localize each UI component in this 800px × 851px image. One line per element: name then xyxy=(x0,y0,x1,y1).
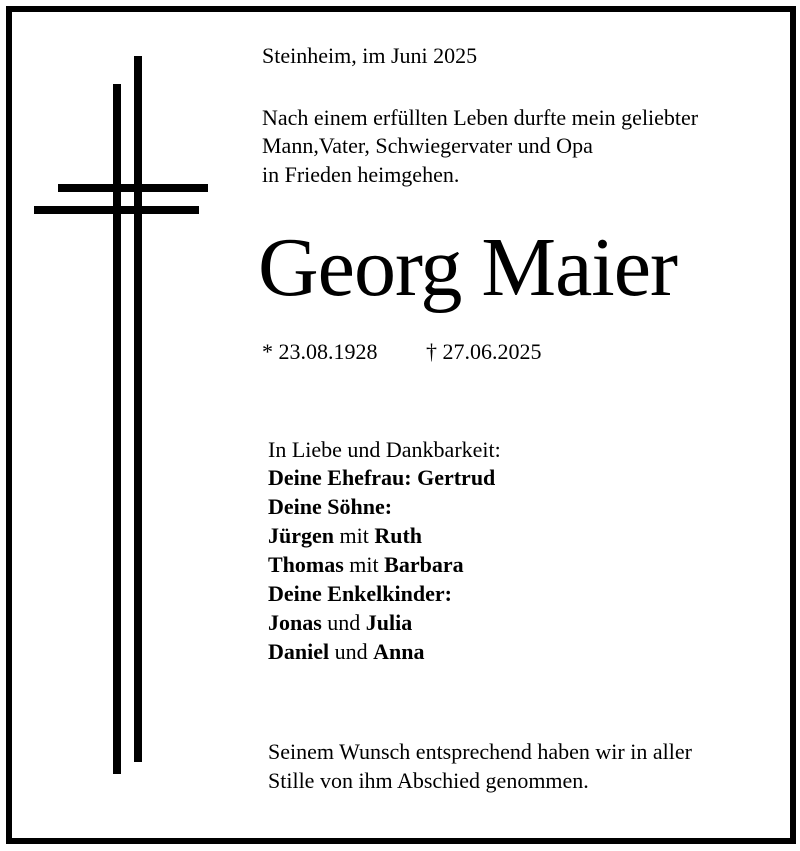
grandchildren-heading-label: Deine Enkelkinder: xyxy=(268,581,452,606)
mourners-heading: In Liebe und Dankbarkeit: xyxy=(268,437,501,462)
grandchildren-heading xyxy=(268,580,452,608)
son-1-partner: Ruth xyxy=(374,523,423,548)
cross-horizontal-bar-upper xyxy=(58,184,208,192)
son-2-partner: Barbara xyxy=(384,552,464,577)
cross-horizontal-bar-lower xyxy=(34,206,199,214)
closing-line-1: Seinem Wunsch entsprechend haben wir in aller xyxy=(268,739,692,764)
mourner-son-2 xyxy=(268,551,464,579)
sons-heading xyxy=(268,493,392,521)
closing-line-2: Stille von ihm Abschied genommen. xyxy=(268,768,589,793)
deceased-name: Georg Maier xyxy=(258,221,677,314)
grand-1-partner: Julia xyxy=(365,610,413,635)
son-2-joiner: mit xyxy=(343,552,385,577)
grand-1-joiner: und xyxy=(321,610,366,635)
grand-1-name: Jonas xyxy=(268,610,322,635)
intro-line-1: Nach einem erfüllten Leben durfte mein geliebter xyxy=(262,105,699,130)
mourner-wife-label: Deine Ehefrau: Gertrud xyxy=(268,465,496,490)
son-1-joiner: mit xyxy=(334,523,375,548)
mourner-grandchildren-2 xyxy=(268,638,424,666)
intro-line-2: Mann,Vater, Schwiegervater und Opa xyxy=(262,133,593,158)
death-date: † 27.06.2025 xyxy=(426,339,542,364)
birth-date: * 23.08.1928 xyxy=(262,339,378,364)
grand-2-joiner: und xyxy=(329,639,374,664)
mourner-wife xyxy=(268,464,495,492)
intro-line-3: in Frieden heimgehen. xyxy=(262,162,460,187)
grand-2-partner: Anna xyxy=(373,639,425,664)
mourner-grandchildren-1 xyxy=(268,609,412,637)
grand-2-name: Daniel xyxy=(268,639,330,664)
sons-heading-label: Deine Söhne: xyxy=(268,494,393,519)
son-1-name: Jürgen xyxy=(268,523,334,548)
mourner-son-1 xyxy=(268,522,422,550)
son-2-name: Thomas xyxy=(268,552,344,577)
place-date: Steinheim, im Juni 2025 xyxy=(262,43,478,68)
cross-vertical-bar-right xyxy=(134,56,142,762)
